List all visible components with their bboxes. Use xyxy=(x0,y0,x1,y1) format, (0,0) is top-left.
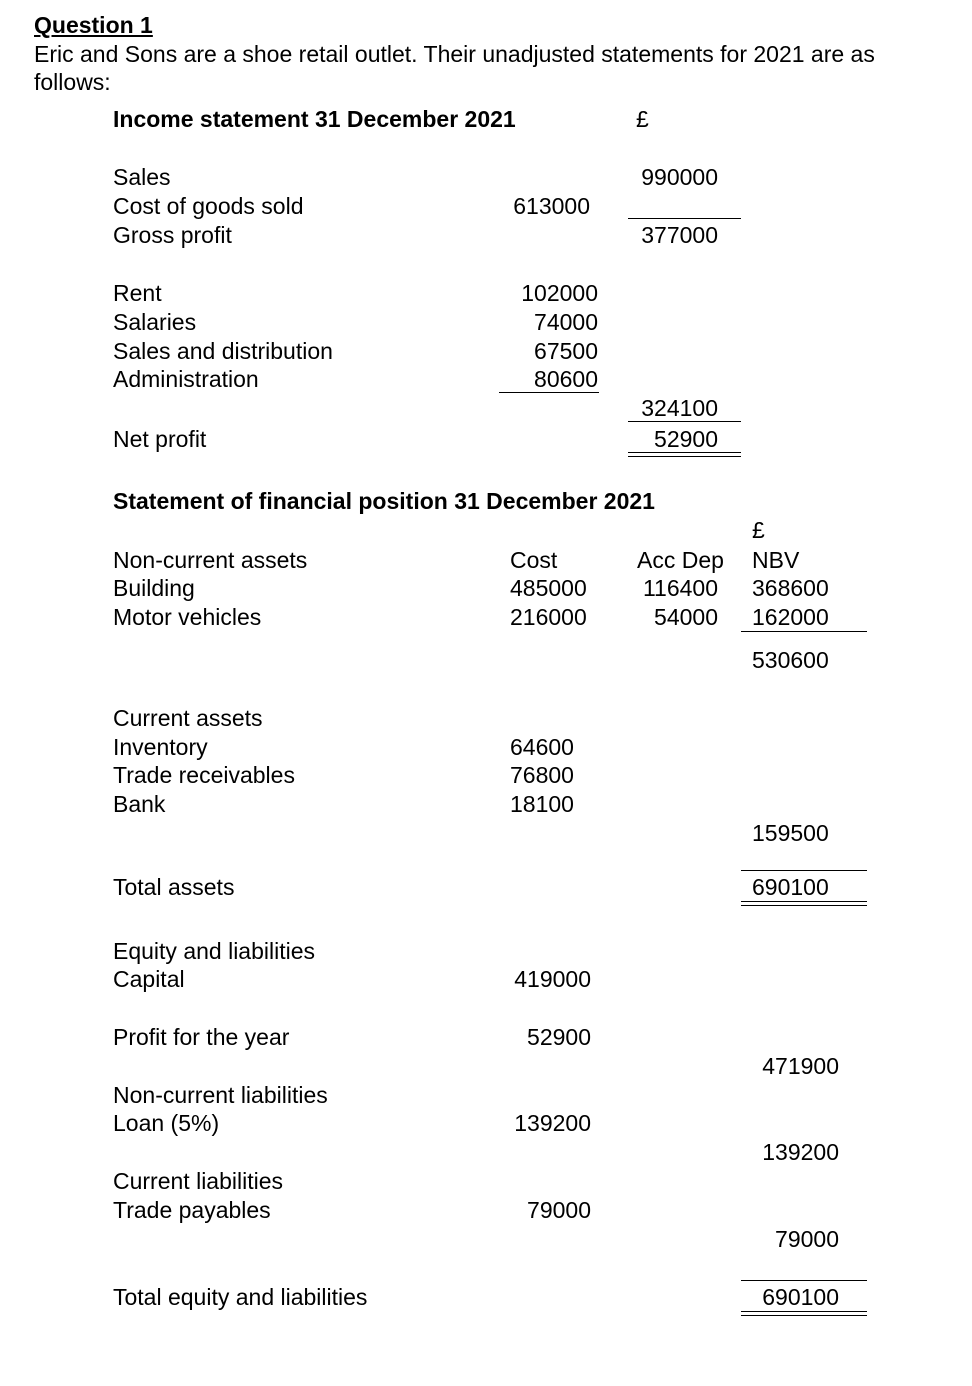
loan-label: Loan (5%) xyxy=(113,1110,220,1136)
sofp-currency: £ xyxy=(752,517,765,543)
total-assets-amount: 690100 xyxy=(752,874,829,900)
net-profit-double-underline xyxy=(628,452,741,457)
ncl-total: 139200 xyxy=(762,1139,839,1165)
profit-year-amount: 52900 xyxy=(527,1024,591,1050)
expense-amount-administration: 80600 xyxy=(534,366,598,392)
expense-amount-distribution: 67500 xyxy=(534,338,598,364)
bank-amount: 18100 xyxy=(510,791,574,817)
building-cost: 485000 xyxy=(510,575,587,601)
cl-total-underline xyxy=(741,1280,867,1281)
ca-total: 159500 xyxy=(752,820,829,846)
capital-label: Capital xyxy=(113,966,185,992)
question-heading: Question 1 xyxy=(34,12,153,38)
total-eq-liab-amount: 690100 xyxy=(762,1284,839,1310)
nca-total: 530600 xyxy=(752,647,829,673)
income-statement-title: Income statement 31 December 2021 xyxy=(113,106,516,132)
ncl-heading: Non-current liabilities xyxy=(113,1082,328,1108)
question-intro-line1: Eric and Sons are a shoe retail outlet. Their unadjusted statements for 2021 are as xyxy=(34,41,875,67)
bank-label: Bank xyxy=(113,791,166,817)
income-currency: £ xyxy=(636,106,649,132)
cogs-amount: 613000 xyxy=(513,193,590,219)
total-eq-liab-label: Total equity and liabilities xyxy=(113,1284,368,1310)
equity-total: 471900 xyxy=(762,1053,839,1079)
expense-label-administration: Administration xyxy=(113,366,259,392)
vehicles-accdep: 54000 xyxy=(654,604,718,630)
nca-heading: Non-current assets xyxy=(113,547,308,573)
net-profit-total: 52900 xyxy=(654,426,718,452)
cl-heading: Current liabilities xyxy=(113,1168,284,1194)
building-nbv: 368600 xyxy=(752,575,829,601)
ca-heading: Current assets xyxy=(113,705,263,731)
expense-label-salaries: Salaries xyxy=(113,309,197,335)
loan-amount: 139200 xyxy=(514,1110,591,1136)
total-assets-label: Total assets xyxy=(113,874,235,900)
sales-label: Sales xyxy=(113,164,171,190)
payables-amount: 79000 xyxy=(527,1197,591,1223)
col-accdep-header: Acc Dep xyxy=(637,547,724,573)
receivables-amount: 76800 xyxy=(510,762,574,788)
net-profit-label: Net profit xyxy=(113,426,207,452)
equity-heading: Equity and liabilities xyxy=(113,938,316,964)
cogs-underline xyxy=(628,218,741,219)
inventory-label: Inventory xyxy=(113,734,208,760)
payables-label: Trade payables xyxy=(113,1197,271,1223)
building-accdep: 116400 xyxy=(642,575,718,601)
col-nbv-header: NBV xyxy=(752,547,800,573)
expenses-total-underline xyxy=(628,421,741,422)
nca-underline xyxy=(741,631,867,632)
vehicles-label: Motor vehicles xyxy=(113,604,262,630)
col-cost-header: Cost xyxy=(510,547,558,573)
inventory-amount: 64600 xyxy=(510,734,574,760)
profit-year-label: Profit for the year xyxy=(113,1024,290,1050)
question-intro-line2: follows: xyxy=(34,69,111,95)
total-eq-liab-double-underline xyxy=(741,1311,867,1316)
vehicles-nbv: 162000 xyxy=(752,604,829,630)
cogs-label: Cost of goods sold xyxy=(113,193,304,219)
sales-total: 990000 xyxy=(641,164,718,190)
gross-profit-label: Gross profit xyxy=(113,222,232,248)
expenses-total: 324100 xyxy=(641,395,718,421)
building-label: Building xyxy=(113,575,195,601)
gross-profit-total: 377000 xyxy=(641,222,718,248)
expense-label-rent: Rent xyxy=(113,280,162,306)
expense-amount-rent: 102000 xyxy=(521,280,598,306)
expense-label-distribution: Sales and distribution xyxy=(113,338,333,364)
expense-amount-salaries: 74000 xyxy=(534,309,598,335)
vehicles-cost: 216000 xyxy=(510,604,587,630)
cl-total: 79000 xyxy=(775,1226,839,1252)
sofp-title: Statement of financial position 31 December 2021 xyxy=(113,488,655,514)
receivables-label: Trade receivables xyxy=(113,762,295,788)
expenses-underline xyxy=(499,392,599,393)
ca-total-underline xyxy=(741,870,867,871)
capital-amount: 419000 xyxy=(514,966,591,992)
total-assets-double-underline xyxy=(741,901,867,906)
